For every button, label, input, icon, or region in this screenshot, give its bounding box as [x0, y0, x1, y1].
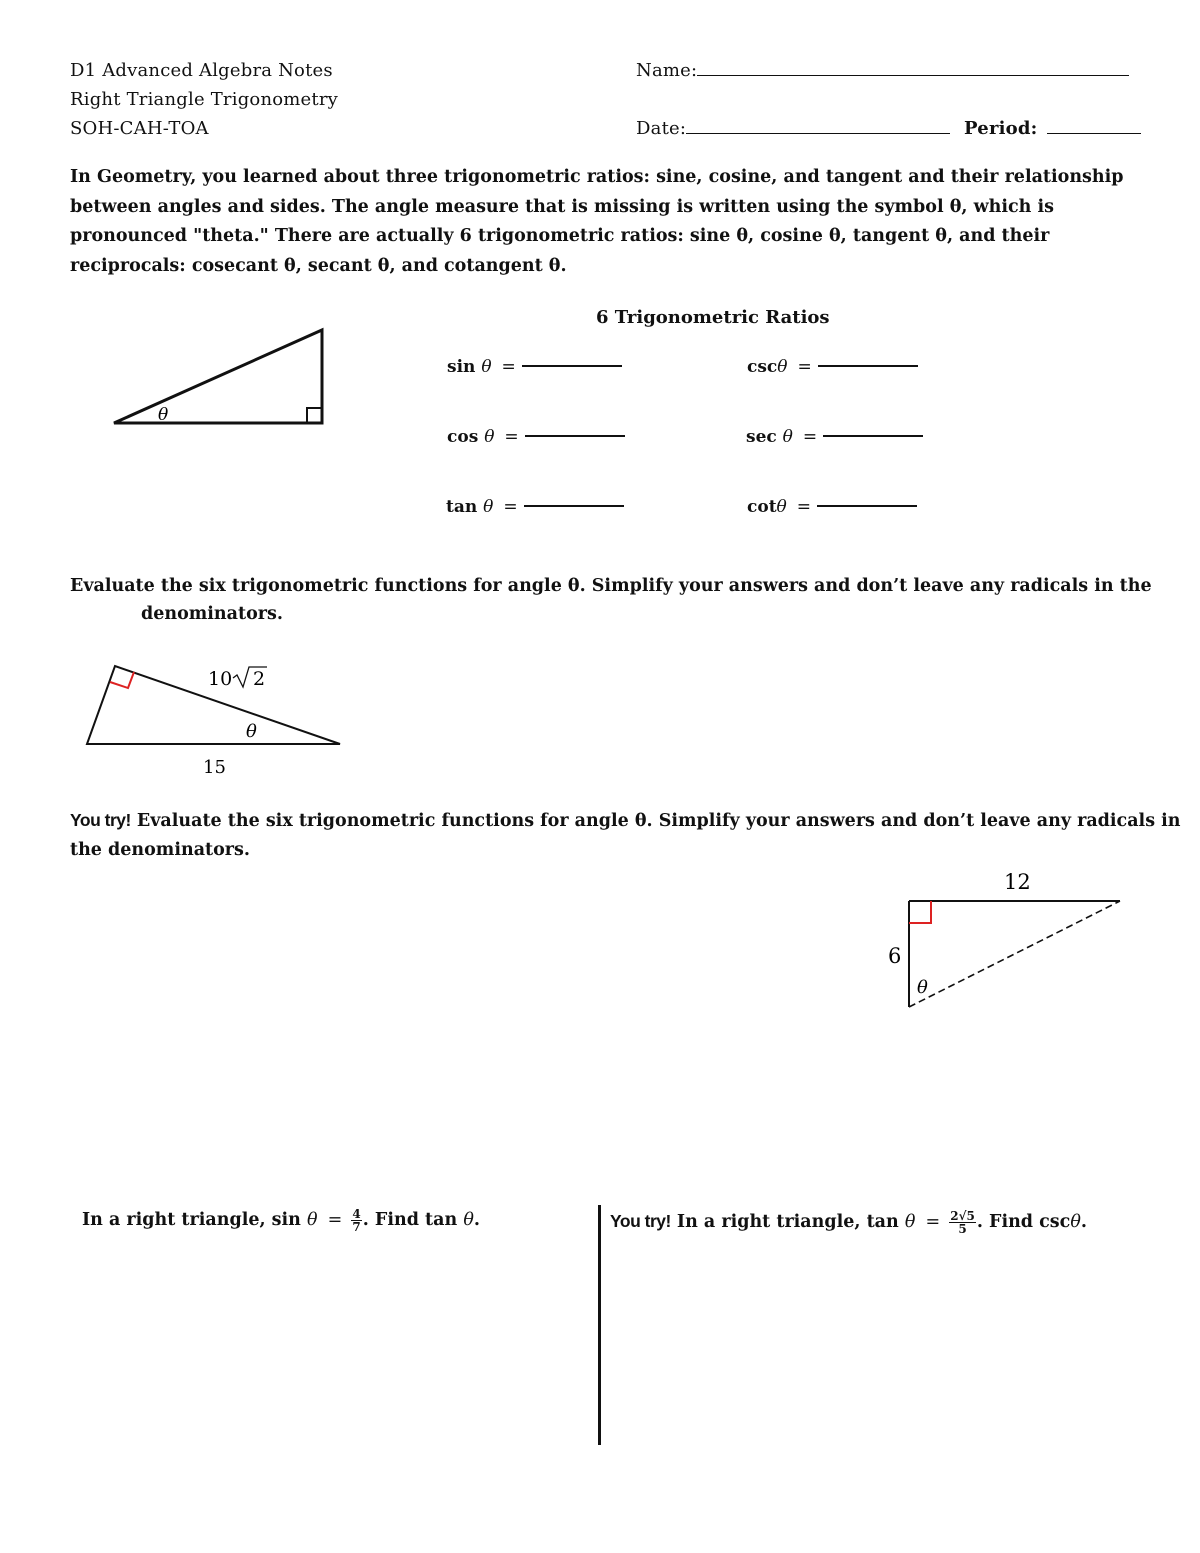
ratios-title: 6 Trigonometric Ratios — [596, 307, 830, 328]
hypotenuse-dashed — [909, 901, 1120, 1007]
answer-blank[interactable] — [522, 365, 622, 367]
answer-blank[interactable] — [524, 505, 624, 507]
problem-right: You try! In a right triangle, tan θ = $\frac{2√5}{5}$ . Find cscθ. — [610, 1209, 1087, 1236]
ratio-csc: cscθ = — [747, 357, 918, 377]
theta-label: θ — [917, 977, 928, 998]
ratio-sin: sin θ = — [447, 357, 622, 377]
period-blank[interactable] — [1047, 119, 1141, 134]
topic-title: Right Triangle Trigonometry — [70, 89, 339, 110]
fraction: $\frac{4}{7}$ — [352, 1207, 361, 1234]
you-try1-line1: You try! Evaluate the six trigonometric functions for angle θ. Simplify your answers and don’t leave any radicals in — [70, 810, 1181, 831]
name-label: Name: — [636, 60, 698, 81]
period-label: Period: — [964, 118, 1038, 139]
fraction: $\frac{2√5}{5}$ — [950, 1209, 975, 1236]
problem-left: In a right triangle, sin θ = $\frac{4}{7}$ . Find tan θ. — [82, 1207, 480, 1234]
answer-blank[interactable] — [818, 365, 918, 367]
name-blank[interactable] — [697, 61, 1129, 76]
date-blank[interactable] — [686, 119, 950, 134]
triangle-outline — [114, 330, 322, 423]
course-title: D1 Advanced Algebra Notes — [70, 60, 333, 81]
example1-instruction-line2: denominators. — [141, 604, 283, 624]
you-try1-triangle — [880, 865, 1130, 1015]
example1-triangle — [75, 655, 355, 785]
ratio-tan: tan θ = — [446, 497, 624, 517]
date-label: Date: — [636, 118, 687, 139]
base-label: 15 — [203, 757, 226, 778]
example1-instruction-line1: Evaluate the six trigonometric functions for angle θ. Simplify your answers and don’t leave any radicals in the — [70, 576, 1152, 596]
ratio-sec: sec θ = — [746, 427, 923, 447]
ratio-fn: csc — [747, 357, 778, 377]
you-try-lead: You try! — [610, 1211, 671, 1231]
ratio-cot: cotθ = — [747, 497, 917, 517]
ratio-fn: cot — [747, 497, 777, 517]
theta-label: θ — [158, 405, 169, 425]
you-try1-line2: the denominators. — [70, 840, 250, 860]
ratio-cos: cos θ = — [447, 427, 625, 447]
right-angle-marker — [110, 672, 134, 688]
side-label: 6 — [888, 944, 902, 968]
intro-paragraph: In Geometry, you learned about three trigonometric ratios: sine, cosine, and tangent and their relationship between angles and sides. The angle measure that is missing is written using the symbol θ, which is pronounced "theta." There are actually 6 trigonometric ratios: sine θ, cosine θ, tangent θ, and their reciprocals: cosecant θ, secant θ, and cotangent θ. — [70, 167, 1124, 276]
right-angle-marker — [909, 901, 931, 923]
hyp-coef-label: 10 — [208, 668, 233, 690]
mnemonic: SOH-CAH-TOA — [70, 118, 209, 139]
answer-blank[interactable] — [823, 435, 923, 437]
answer-blank[interactable] — [817, 505, 917, 507]
date-period-row — [636, 118, 1141, 139]
name-field[interactable] — [636, 60, 1129, 81]
top-label: 12 — [1004, 870, 1031, 894]
ratio-fn: sin — [447, 357, 476, 377]
basic-right-triangle — [100, 320, 340, 440]
right-angle-marker — [307, 408, 322, 423]
answer-blank[interactable] — [525, 435, 625, 437]
ratio-fn: tan — [446, 497, 478, 517]
hyp-radicand-label: 2 — [253, 668, 266, 690]
column-divider — [598, 1205, 601, 1445]
ratio-fn: sec — [746, 427, 777, 447]
you-try-lead: You try! — [70, 810, 131, 830]
theta-label: θ — [246, 721, 257, 742]
ratio-fn: cos — [447, 427, 479, 447]
